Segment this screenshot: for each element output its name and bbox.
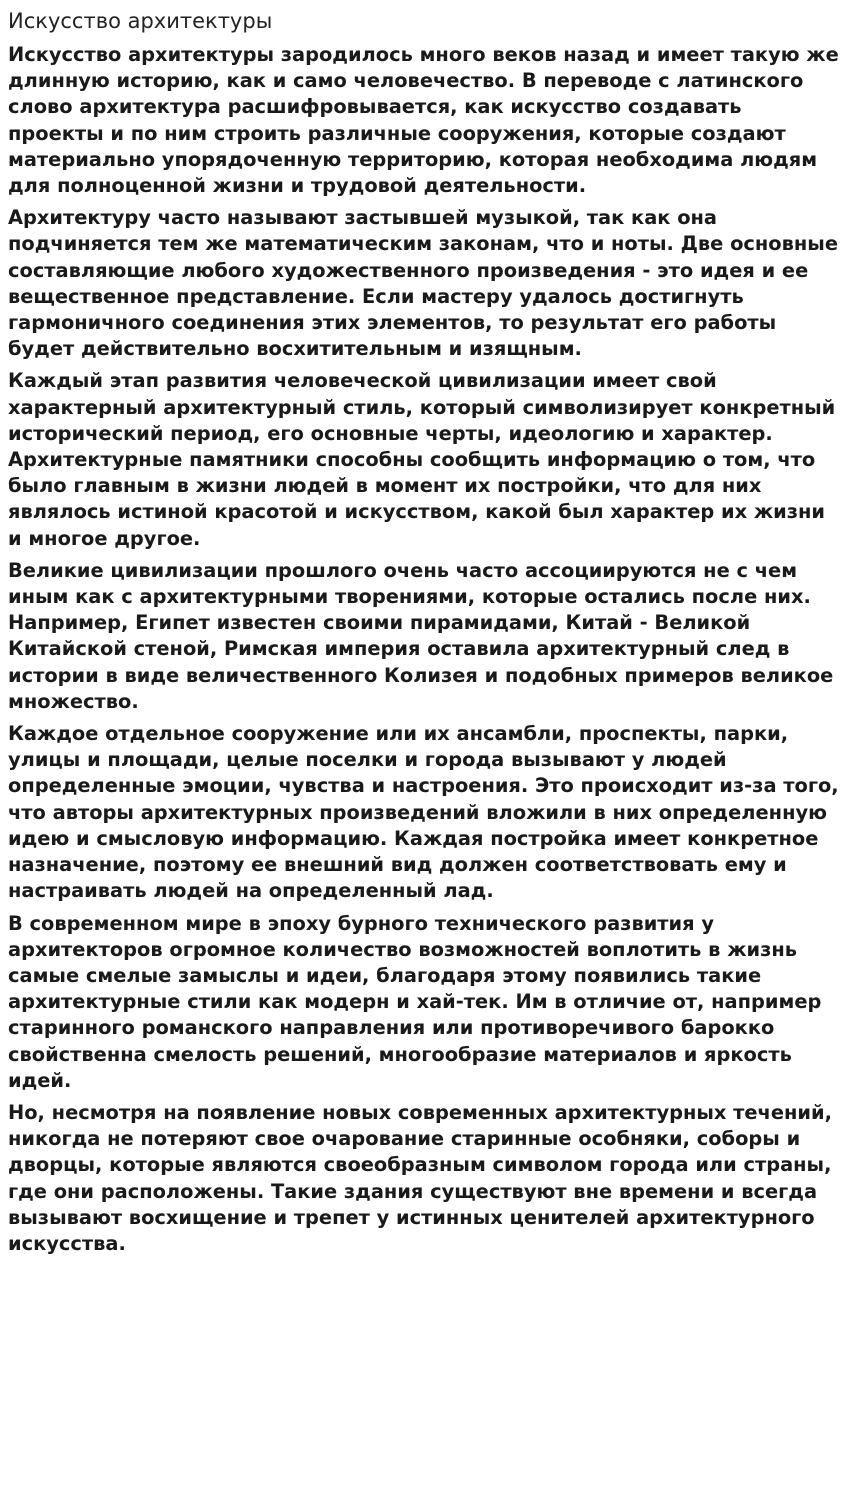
paragraph-1: Искусство архитектуры зародилось много веков назад и имеет такую же длинную историю, как и само человечество. В переводе с латинского слово архитектура расшифровывается, как искусство создавать проекты и по ним строить различные сооружения, которые создают материально упорядоченную территорию, которая необходима людям для полноценной жизни и трудовой деятельности. <box>8 43 839 198</box>
document-title: Искусство архитектуры <box>8 9 273 33</box>
paragraph-6: В современном мире в эпоху бурного технического развития у архитекторов огромное количество возможностей воплотить в жизнь самые смелые замыслы и идеи, благодаря этому появились такие архитектурные стили как модерн и хай-тек. Им в отличие от, например старинного романского направления или противоречивого барокко свойственна смелость решений, многообразие материалов и яркость идей. <box>8 911 822 1092</box>
paragraph-7: Но, несмотря на появление новых современных архитектурных течений, никогда не потеряют свое очарование старинные особняки, соборы и дворцы, которые являются своеобразным символом города или страны, где они расположены. Такие здания существуют вне времени и всегда вызывают восхищение и трепет у истинных ценителей архитектурного искусства. <box>8 1100 832 1255</box>
paragraph-5: Каждое отдельное сооружение или их ансамбли, проспекты, парки, улицы и площади, целые поселки и города вызывают у людей определенные эмоции, чувства и настроения. Это происходит из-за того, что авторы архитектурных произведений вложили в них определенную идею и смысловую информацию. Каждая постройка имеет конкретное назначение, поэтому ее внешний вид должен соответствовать ему и настраивать людей на определенный лад. <box>8 722 839 903</box>
paragraph-3: Каждый этап развития человеческой цивилизации имеет свой характерный архитектурный стиль, который символизирует конкретный исторический период, его основные черты, идеологию и характер. Архитектурные памятники способны сообщить информацию о том, что было главным в жизни людей в момент их постройки, что для них являлось истиной красотой и искусством, какой был характер их жизни и многое другое. <box>8 369 836 550</box>
paragraph-4: Великие цивилизации прошлого очень часто ассоциируются не с чем иным как с архитектурными творениями, которые остались после них. Например, Египет известен своими пирамидами, Китай - Великой Китайской стеной, Римская империя оставила архитектурный след в истории в виде величественного Колизея и подобных примеров великое множество. <box>8 558 834 713</box>
paragraph-2: Архитектуру часто называют застывшей музыкой, так как она подчиняется тем же математическим законам, что и ноты. Две основные составляющие любого художественного произведения - это идея и ее вещественное представление. Если мастеру удалось достигнуть гармоничного соединения этих элементов, то результат его работы будет действительно восхитительным и изящным. <box>8 206 838 361</box>
